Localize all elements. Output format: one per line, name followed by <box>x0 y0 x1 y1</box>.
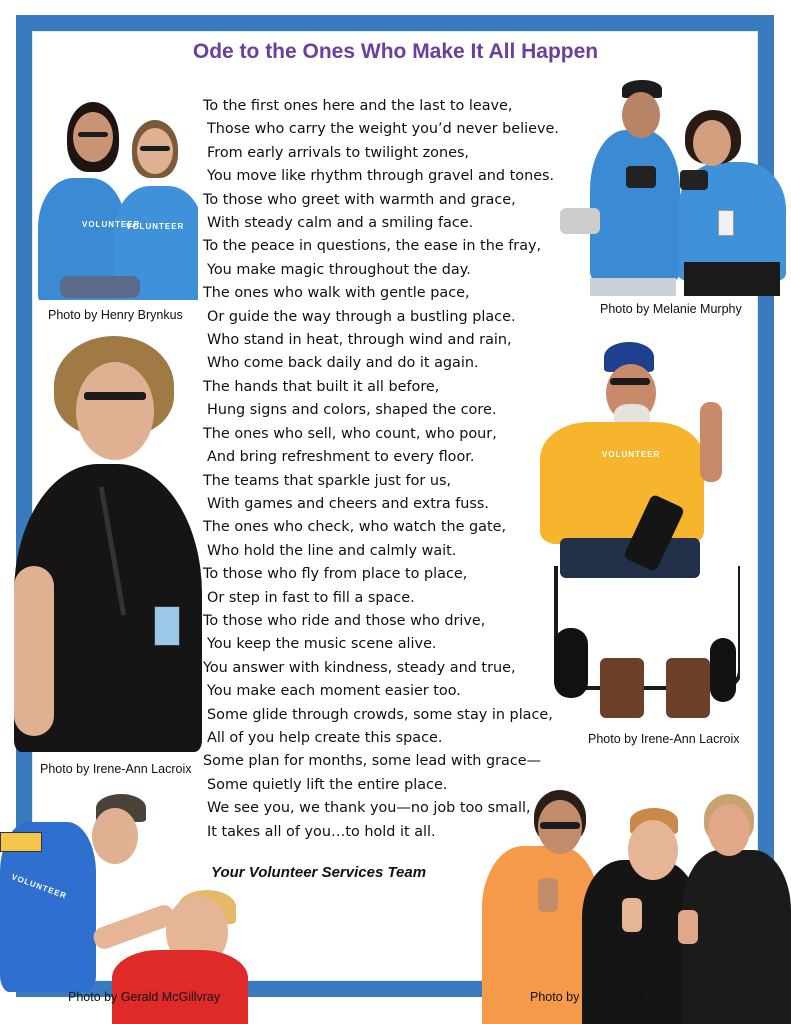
poem-line: To the peace in questions, the ease in the fray, <box>203 238 542 255</box>
poem-line: We see you, we thank you—no job too small, <box>207 800 531 817</box>
poem-body <box>203 95 591 844</box>
poem-line: The ones who sell, who count, who pour, <box>203 425 497 442</box>
signoff: Your Volunteer Services Team <box>211 864 427 881</box>
poem-line: To those who fly from place to place, <box>203 566 468 583</box>
poem-line: Some plan for months, some lead with grace— <box>203 753 542 770</box>
poem-line: It takes all of you…to hold it all. <box>207 823 436 840</box>
poem-line: From early arrivals to twilight zones, <box>207 144 470 161</box>
poem-line: Those who carry the weight you’d never believe. <box>207 121 559 138</box>
shirt-logo: VOLUNTEER <box>602 450 661 459</box>
poem-line: The hands that built it all before, <box>203 378 440 395</box>
poem-line: To those who ride and those who drive, <box>203 612 486 629</box>
poem-line: You make each moment easier too. <box>207 683 461 700</box>
poem-line: Who hold the line and calmly wait. <box>207 542 457 559</box>
poem-line: You make magic throughout the day. <box>207 261 471 278</box>
poem-line: You move like rhythm through gravel and tones. <box>207 168 555 185</box>
poem-line: To the first ones here and the last to leave, <box>203 98 513 114</box>
page-title: Ode to the Ones Who Make It All Happen <box>192 40 599 63</box>
shirt-logo: VOLUNTEER <box>126 222 185 231</box>
photo-credit-mid-left: Photo by Irene-Ann Lacroix <box>40 762 192 776</box>
poem-line: To those who greet with warmth and grace, <box>203 191 516 208</box>
photo-volunteer-wheelchair <box>540 338 740 726</box>
poem-line: With steady calm and a smiling face. <box>207 215 474 232</box>
photo-volunteers-thumbs-up <box>482 790 791 1024</box>
photo-two-volunteers-blue <box>38 98 198 300</box>
poem-line: Some quietly lift the entire place. <box>207 776 448 793</box>
poem-line: With games and cheers and extra fuss. <box>207 495 489 512</box>
poem-line: The ones who check, who watch the gate, <box>203 519 507 536</box>
shirt-logo: VOLUNTEER <box>82 220 141 229</box>
photo-two-photographers <box>560 78 790 298</box>
poem-line: And bring refreshment to every floor. <box>207 449 475 466</box>
photo-credit-top-right: Photo by Melanie Murphy <box>600 302 742 316</box>
poem-line: All of you help create this space. <box>207 729 443 746</box>
poem-line: Or step in fast to fill a space. <box>207 589 415 606</box>
poem-line: You answer with kindness, steady and true, <box>203 659 516 676</box>
poem-line: Hung signs and colors, shaped the core. <box>207 402 497 419</box>
photo-credit-top-left: Photo by Henry Brynkus <box>48 308 183 322</box>
poem-line: The teams that sparkle just for us, <box>203 472 452 489</box>
poem-line: You keep the music scene alive. <box>207 636 437 653</box>
poem-line: Who stand in heat, through wind and rain, <box>207 332 512 349</box>
poem-line: Or guide the way through a bustling place. <box>207 308 516 325</box>
photo-credit-mid-right: Photo by Irene-Ann Lacroix <box>588 732 740 746</box>
photo-volunteer-black-shirt <box>14 336 206 752</box>
poem-line: Some glide through crowds, some stay in place, <box>207 706 553 723</box>
photo-credit-bottom-left: Photo by Gerald McGillvray <box>68 990 221 1004</box>
shirt-logo: VOLUNTEER <box>10 872 69 901</box>
poem-line: The ones who walk with gentle pace, <box>203 285 470 302</box>
photo-credit-bottom-right: Photo by Irene-Ann Lacroix <box>530 990 682 1004</box>
poem-line: Who come back daily and do it again. <box>207 355 479 372</box>
